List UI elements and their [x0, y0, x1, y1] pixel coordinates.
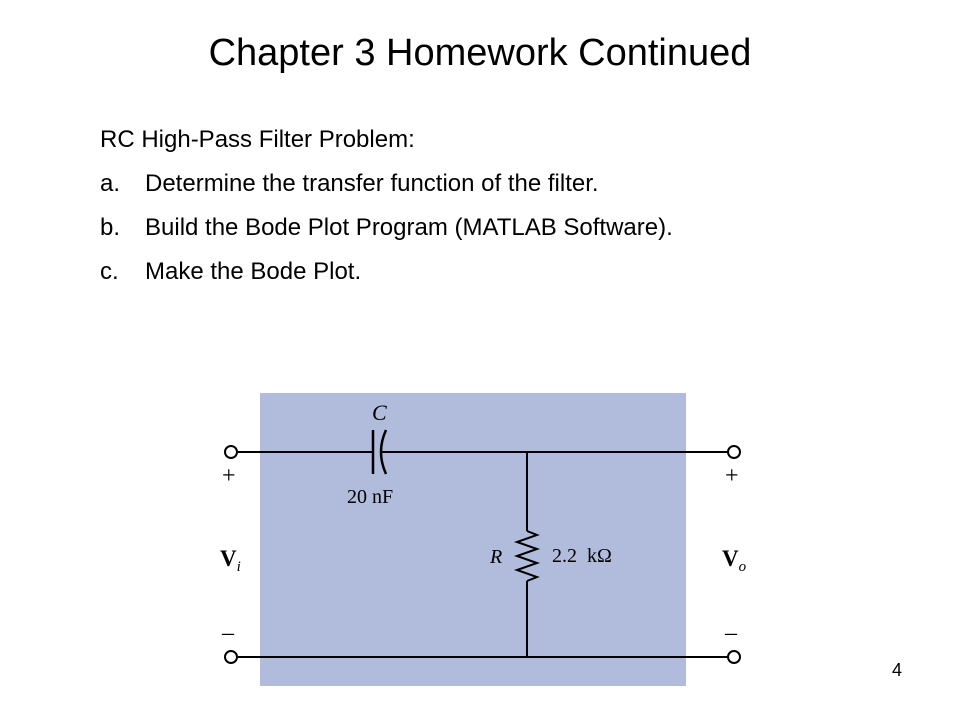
- input-terminal-bottom: [225, 651, 237, 663]
- output-terminal-top: [728, 446, 740, 458]
- problem-heading: RC High-Pass Filter Problem:: [100, 126, 415, 153]
- capacitor-value: 20 nF: [347, 486, 394, 508]
- list-marker: c.: [100, 258, 119, 285]
- output-voltage-label: $V_o$: [722, 546, 747, 575]
- output-minus-sign: –: [725, 620, 737, 646]
- resistor-value: 2.2 kΩ: [552, 545, 612, 567]
- output-terminal-bottom: [728, 651, 740, 663]
- page-number: 4: [892, 660, 903, 680]
- list-marker: a.: [100, 170, 121, 197]
- resistor-label: R: [490, 546, 503, 568]
- input-plus-sign: +: [222, 463, 236, 489]
- input-minus-sign: –: [222, 620, 234, 646]
- output-plus-sign: +: [725, 463, 739, 489]
- capacitor-label: C: [372, 400, 387, 425]
- list-marker: b.: [100, 214, 121, 241]
- list-item-text: Determine the transfer function of the filter.: [145, 170, 599, 197]
- input-voltage-label: $V_i$: [220, 546, 241, 575]
- slide-title: Chapter 3 Homework Continued: [208, 32, 752, 74]
- circuit-panel: [260, 393, 686, 686]
- list-item-text: Build the Bode Plot Program (MATLAB Software).: [145, 214, 673, 241]
- list-item-text: Make the Bode Plot.: [145, 258, 362, 285]
- input-terminal-top: [225, 446, 237, 458]
